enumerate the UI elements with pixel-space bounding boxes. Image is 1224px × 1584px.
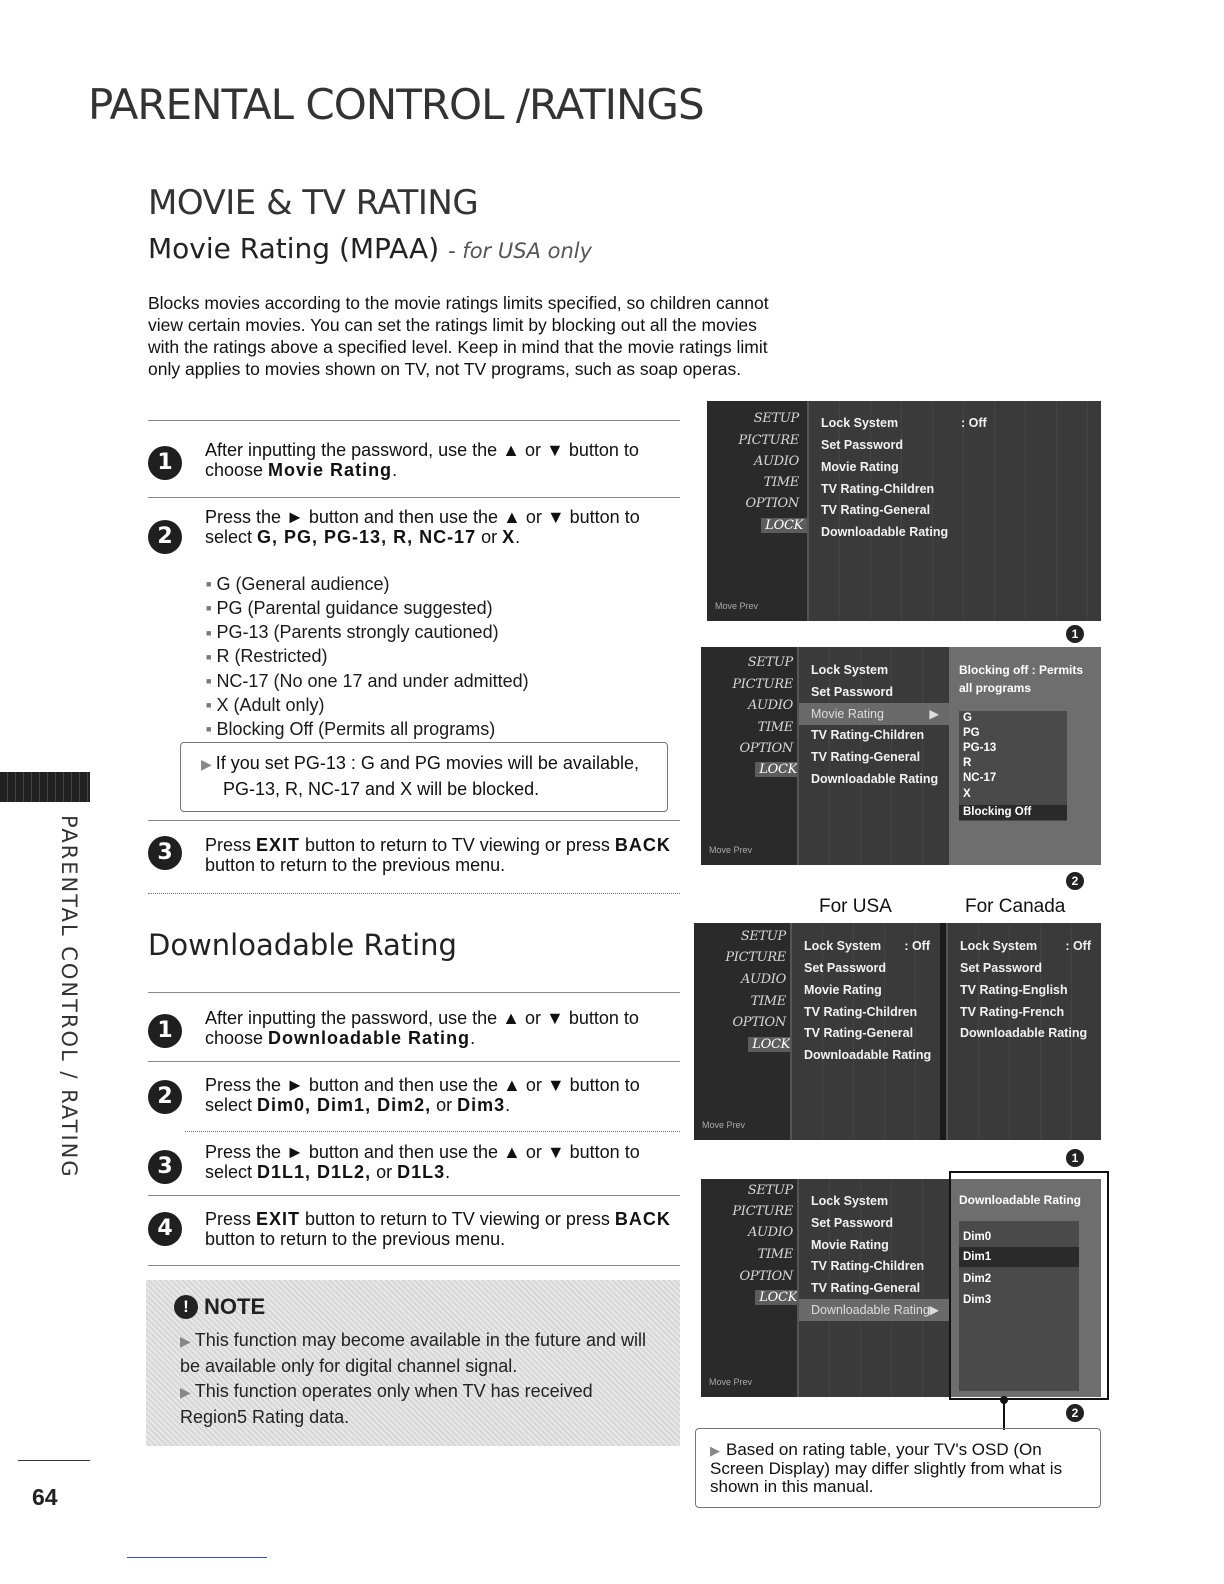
sidebar-item-option: OPTION: [739, 741, 793, 756]
menu-item-value: : Off: [904, 939, 930, 953]
intro-paragraph: Blocks movies according to the movie ratings limits specified, so children cannot view certain movies. You can set the ratings limit by blocking out all the movies with the ratings above a specified level. Keep in mind that the movie ratings limit only applies to movies shown on TV, not TV programs, such as soap operas.: [148, 293, 769, 379]
menu-item-downloadable-rating: Downloadable Rating: [821, 525, 949, 539]
divider: [148, 420, 680, 421]
osd-note-text: Based on rating table, your TV's OSD (On Screen Display) may differ slightly from what is shown in this manual.: [710, 1440, 1063, 1496]
menu-item-lock-system: [948, 935, 1101, 957]
menu-item-label: Lock System: [821, 416, 899, 430]
step-text: button to return to the previous menu.: [205, 855, 506, 875]
rating-option-pg: PG: [963, 727, 980, 739]
sidebar-item-picture: PICTURE: [732, 677, 793, 692]
tv-menu-sidebar: [701, 647, 801, 865]
sidebar-item-setup: SETUP: [747, 1183, 793, 1198]
menu-item-label: Movie Rating: [811, 707, 884, 721]
step-text: After inputting the password, use the ▲ or ▼ button to choose: [205, 440, 639, 480]
step-text: Press: [205, 1209, 257, 1229]
rating-option-pg13: PG-13: [963, 742, 997, 754]
divider: [148, 992, 680, 993]
menu-item-downloadable-rating: Downloadable Rating: [811, 772, 939, 786]
dim-option-1: Dim1: [959, 1247, 1079, 1267]
screen-marker-2: 2: [1066, 872, 1084, 890]
step-text: or: [476, 527, 503, 547]
sidebar-item-option: OPTION: [739, 1269, 793, 1284]
step-bold: EXIT: [256, 835, 301, 855]
menu-item-lock-system: [792, 935, 940, 957]
page-number-rule: [18, 1460, 90, 1461]
rating-item: ■ G (General audience): [206, 573, 529, 597]
sidebar-item-lock: LOCK: [748, 1037, 794, 1052]
step-text: .: [392, 460, 398, 480]
step-text: or: [431, 1095, 458, 1115]
footer-rule: [127, 1557, 267, 1558]
rating-option-g: G: [963, 712, 972, 724]
sidebar-item-picture: PICTURE: [732, 1204, 793, 1219]
menu-item-downloadable-rating: Downloadable Rating: [804, 1048, 932, 1062]
step-text: .: [445, 1162, 451, 1182]
tv-menu-sidebar: [701, 1179, 801, 1397]
step-bold: D1L1, D1L2,: [257, 1162, 372, 1182]
menu-item-lock-system: Lock System: [811, 1194, 889, 1208]
step-text: .: [505, 1095, 511, 1115]
sidebar-item-lock: LOCK: [755, 1290, 801, 1305]
sidebar-item-audio: AUDIO: [747, 698, 793, 713]
menu-item-tv-rating-general: TV Rating-General: [811, 1281, 921, 1295]
note-item-text: This function may become available in the future and will be available only for digital channel signal.: [180, 1330, 647, 1376]
pg13-note-line-1: [201, 751, 653, 777]
note-item: [174, 1379, 660, 1430]
note-item: [174, 1328, 660, 1379]
menu-item-movie-rating: Movie Rating: [804, 983, 882, 997]
callout-line: [1003, 1400, 1005, 1430]
page-number: 64: [32, 1484, 58, 1510]
divider: [148, 1265, 680, 1266]
menu-item-tv-rating-children: TV Rating-Children: [811, 728, 925, 742]
sidebar-footer: Move Prev: [709, 1377, 753, 1387]
step-bold: Downloadable Rating: [268, 1028, 471, 1048]
menu-item-downloadable-rating: Downloadable Rating: [960, 1026, 1088, 1040]
chapter-tab-marker: [0, 772, 90, 802]
step-text: button to return to the previous menu.: [205, 1229, 506, 1249]
sidebar-item-audio: AUDIO: [747, 1225, 793, 1240]
step-text: Press the ► button and then use the ▲ or ▼ button to select: [205, 1075, 640, 1115]
dim-option-3: Dim3: [963, 1294, 992, 1306]
step-bold: Movie Rating: [268, 460, 393, 480]
step-text: button to return to TV viewing or press: [300, 835, 615, 855]
menu-item-tv-rating-general: TV Rating-General: [804, 1026, 914, 1040]
download-step-1-text: [205, 1008, 679, 1048]
step-bold: X: [502, 527, 516, 547]
step-bold: EXIT: [256, 1209, 301, 1229]
label-for-canada: For Canada: [965, 896, 1066, 917]
rating-option-x: X: [963, 788, 971, 800]
step-number-1: 1: [148, 446, 182, 480]
step-bold: G, PG, PG-13, R, NC-17: [257, 527, 477, 547]
step-bold: BACK: [614, 1209, 671, 1229]
sidebar-footer: Move Prev: [709, 845, 753, 855]
step-number-2: 2: [148, 1080, 182, 1114]
note-heading-text: NOTE: [204, 1294, 266, 1319]
tv-menu-list-canada: [946, 923, 1101, 1140]
rating-item: ■ NC-17 (No one 17 and under admitted): [206, 670, 529, 694]
note-text: If you set PG-13 : G and PG movies will be available,: [215, 753, 639, 773]
tv-screen-downloadable-menu: [694, 923, 1101, 1140]
arrow-right-icon: ▶: [180, 1384, 191, 1400]
step-text: button to return to TV viewing or press: [300, 1209, 615, 1229]
sidebar-footer: Move Prev: [715, 601, 759, 611]
rating-option-r: R: [963, 757, 972, 769]
step-number-2: 2: [148, 520, 182, 554]
sidebar-item-time: TIME: [757, 720, 793, 735]
dim-option-0: Dim0: [963, 1231, 992, 1243]
rating-option-nc17: NC-17: [963, 772, 997, 784]
divider: [148, 820, 680, 821]
pg13-note-box: [180, 742, 668, 812]
sidebar-item-setup: SETUP: [753, 411, 799, 426]
sidebar-item-setup: SETUP: [740, 929, 786, 944]
menu-item-set-password: Set Password: [811, 1216, 893, 1230]
side-chapter-label: PARENTAL CONTROL / RATING: [57, 815, 81, 1179]
step-text: After inputting the password, use the ▲ or ▼ button to choose: [205, 1008, 639, 1048]
section-title: MOVIE & TV RATING: [148, 183, 479, 223]
menu-item-lock-system: Lock System: [811, 663, 889, 677]
tv-screen-movie-options: [701, 647, 1101, 865]
sidebar-item-time: TIME: [757, 1247, 793, 1262]
tv-screen-movie-menu: [707, 401, 1101, 621]
osd-note-box: [695, 1428, 1101, 1508]
step-text: Press the ► button and then use the ▲ or ▼ button to select: [205, 507, 640, 547]
step-bold: Dim3: [457, 1095, 506, 1115]
divider: [185, 1131, 680, 1132]
submenu-header: Blocking off : Permits all programs: [959, 663, 1084, 695]
download-step-3-text: [205, 1142, 679, 1182]
dim-option-2: Dim2: [963, 1273, 992, 1285]
tv-menu-sidebar: [707, 401, 807, 621]
menu-item-tv-rating-general: TV Rating-General: [821, 503, 931, 517]
note-text: PG-13, R, NC-17 and X will be blocked.: [223, 779, 540, 799]
menu-item-movie-rating: [799, 703, 949, 725]
step-number-1: 1: [148, 1014, 182, 1048]
menu-item-label: Downloadable Rating: [811, 1303, 930, 1317]
sidebar-item-audio: AUDIO: [753, 454, 799, 469]
menu-item-lock-system: [809, 412, 1101, 434]
menu-item-tv-rating-children: TV Rating-Children: [804, 1005, 918, 1019]
menu-item-set-password: Set Password: [811, 685, 893, 699]
menu-item-tv-rating-general: TV Rating-General: [811, 750, 921, 764]
menu-item-downloadable-rating: [799, 1299, 949, 1321]
screen-marker-1: 1: [1066, 1149, 1084, 1167]
sidebar-item-option: OPTION: [732, 1015, 786, 1030]
step-text: .: [515, 527, 521, 547]
sidebar-item-setup: SETUP: [747, 655, 793, 670]
subsection-title: [148, 232, 592, 265]
rating-item: ■ PG-13 (Parents strongly cautioned): [206, 621, 529, 645]
sidebar-item-time: TIME: [750, 994, 786, 1009]
arrow-right-icon: ▶: [710, 1443, 720, 1458]
menu-item-set-password: Set Password: [960, 961, 1042, 975]
menu-item-tv-rating-french: TV Rating-French: [960, 1005, 1065, 1019]
step-number-4: 4: [148, 1212, 182, 1246]
menu-item-label: Lock System: [960, 939, 1038, 953]
tv-menu-list: [797, 647, 949, 865]
note-item-text: This function operates only when TV has received Region5 Rating data.: [180, 1381, 593, 1427]
label-for-usa: For USA: [819, 896, 892, 917]
note-heading: [174, 1294, 660, 1320]
movie-step-2-text: [205, 507, 679, 547]
screen-marker-2: 2: [1066, 1404, 1084, 1422]
arrow-right-icon: ▶: [201, 756, 212, 772]
movie-step-3-text: [205, 835, 679, 875]
step-text: .: [470, 1028, 476, 1048]
note-panel: [146, 1280, 680, 1446]
subsection-note: - for USA only: [448, 239, 593, 263]
sidebar-item-lock: LOCK: [755, 762, 801, 777]
step-number-3: 3: [148, 1150, 182, 1184]
screen-marker-1: 1: [1066, 625, 1084, 643]
page-title: PARENTAL CONTROL /RATINGS: [88, 80, 704, 129]
arrow-right-icon: ▶: [929, 707, 939, 721]
rating-item: ■ X (Adult only): [206, 694, 529, 718]
menu-item-tv-rating-children: TV Rating-Children: [821, 482, 935, 496]
sidebar-item-audio: AUDIO: [740, 972, 786, 987]
step-bold: Dim0, Dim1, Dim2,: [257, 1095, 432, 1115]
menu-item-value: : Off: [1065, 939, 1091, 953]
sidebar-item-option: OPTION: [745, 496, 799, 511]
rating-item: ■ Blocking Off (Permits all programs): [206, 718, 529, 742]
rating-option-blocking-off: Blocking Off: [959, 805, 1067, 820]
menu-item-set-password: Set Password: [804, 961, 886, 975]
menu-item-movie-rating: Movie Rating: [821, 460, 899, 474]
sidebar-footer: Move Prev: [702, 1120, 746, 1130]
tv-menu-list: [797, 1179, 949, 1397]
menu-item-tv-rating-children: TV Rating-Children: [811, 1259, 925, 1273]
download-step-4-text: [205, 1209, 679, 1249]
divider: [148, 893, 680, 894]
divider: [148, 1195, 680, 1196]
tv-menu-list: [807, 401, 1101, 621]
menu-item-movie-rating: Movie Rating: [811, 1238, 889, 1252]
menu-item-tv-rating-english: TV Rating-English: [960, 983, 1068, 997]
submenu-header: Downloadable Rating: [959, 1193, 1082, 1207]
movie-step-1-text: [205, 440, 679, 480]
step-bold: BACK: [614, 835, 671, 855]
tv-submenu: [949, 647, 1101, 865]
step-number-3: 3: [148, 836, 182, 870]
menu-item-value: : Off: [961, 416, 987, 430]
step-bold: D1L3: [397, 1162, 446, 1182]
exclamation-icon: !: [174, 1295, 198, 1319]
arrow-right-icon: ▶: [929, 1303, 939, 1317]
sidebar-item-picture: PICTURE: [725, 950, 786, 965]
rating-item: ■ PG (Parental guidance suggested): [206, 597, 529, 621]
step-text: Press the ► button and then use the ▲ or ▼ button to select: [205, 1142, 640, 1182]
sidebar-item-picture: PICTURE: [738, 433, 799, 448]
rating-item: ■ R (Restricted): [206, 645, 529, 669]
callout-frame: [949, 1171, 1109, 1400]
step-text: Press: [205, 835, 257, 855]
menu-item-label: Lock System: [804, 939, 882, 953]
downloadable-title: Downloadable Rating: [148, 928, 457, 962]
menu-item-set-password: Set Password: [821, 438, 903, 452]
tv-menu-sidebar: [694, 923, 794, 1140]
arrow-right-icon: ▶: [180, 1333, 191, 1349]
divider: [148, 497, 680, 498]
divider: [148, 1061, 680, 1062]
tv-menu-list-usa: [790, 923, 940, 1140]
sidebar-item-time: TIME: [763, 475, 799, 490]
rating-list: [206, 573, 529, 742]
step-text: or: [371, 1162, 398, 1182]
subsection-title-text: Movie Rating (MPAA): [148, 232, 440, 265]
download-step-2-text: [205, 1075, 679, 1115]
sidebar-item-lock: LOCK: [761, 518, 807, 533]
